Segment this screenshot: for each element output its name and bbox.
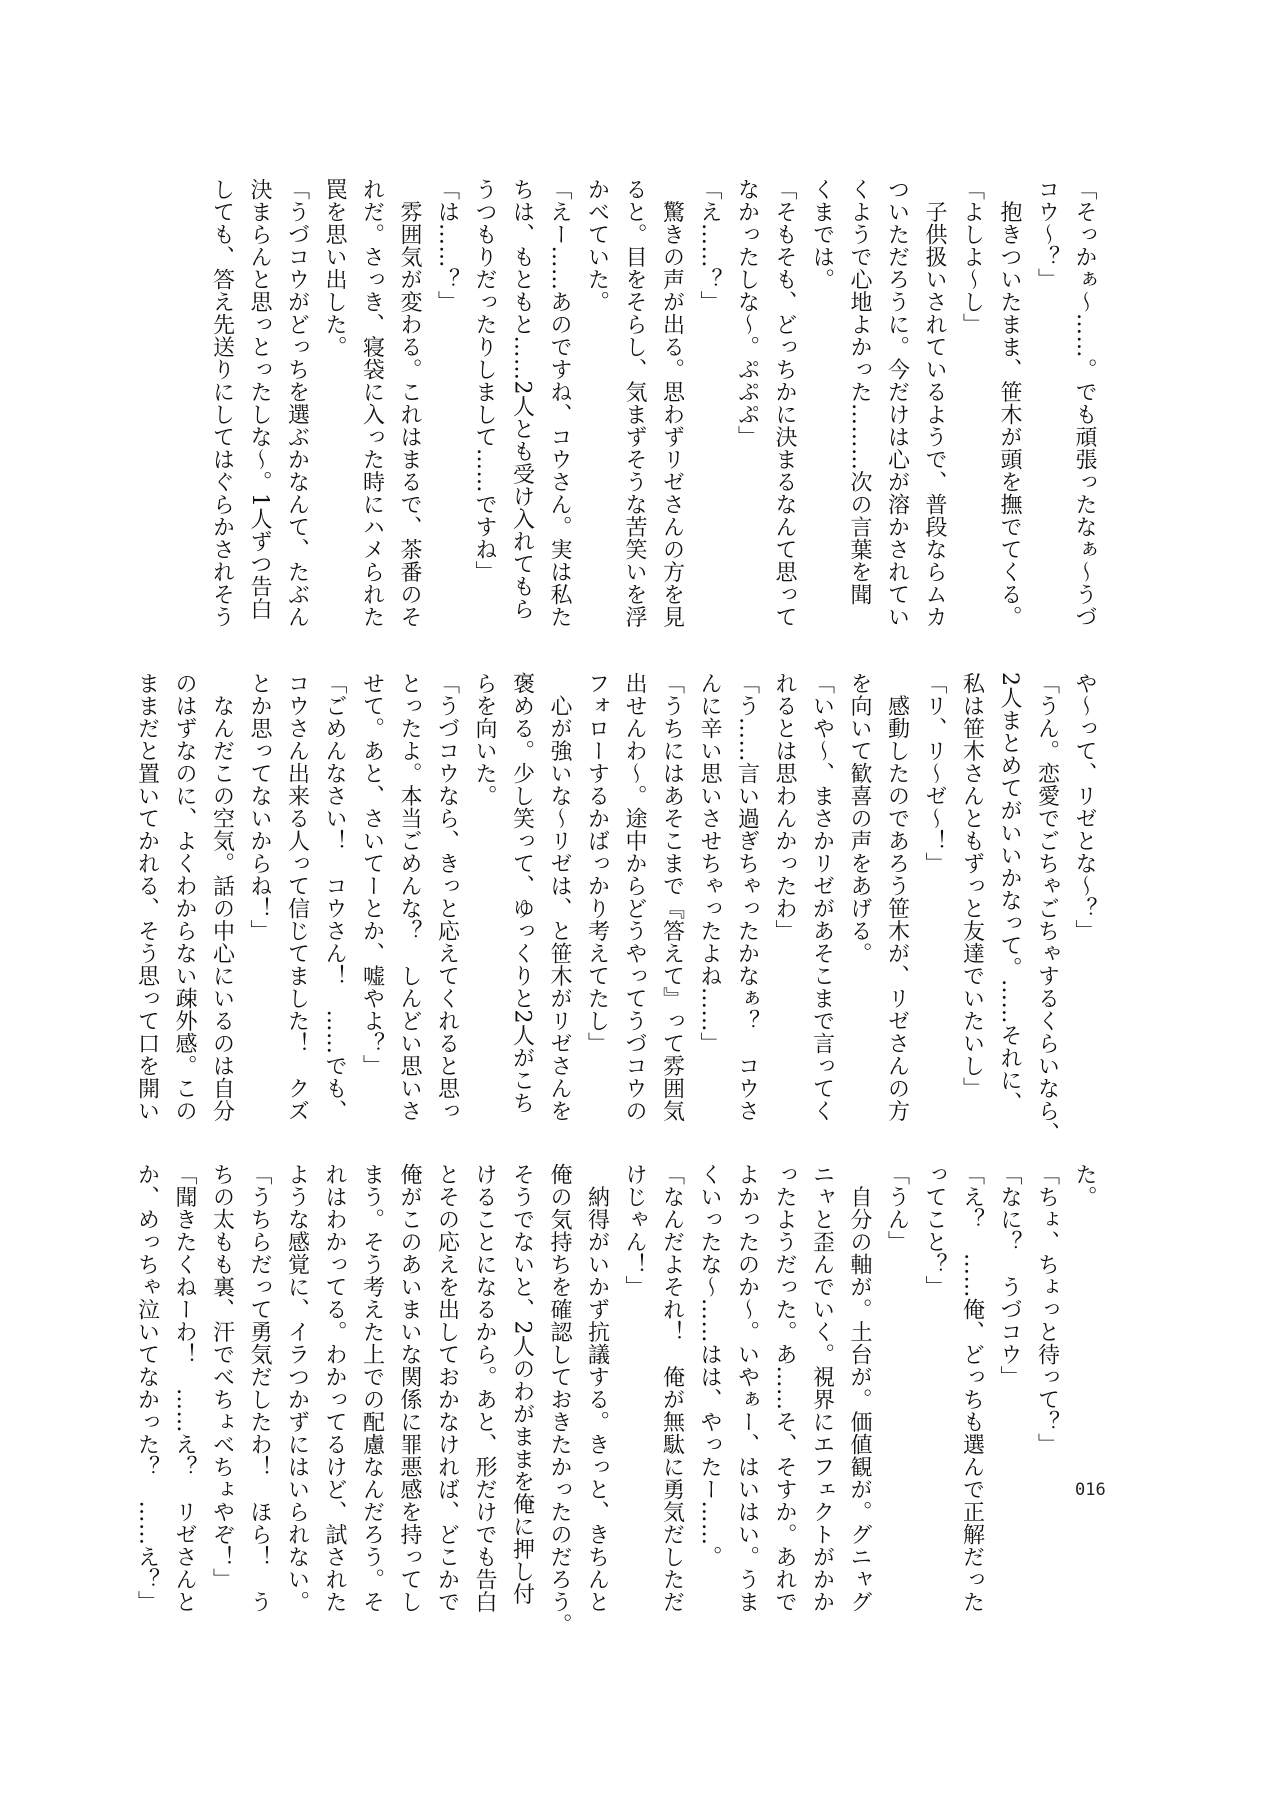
text-line: ニャと歪んでいく。視界にエフェクトがかか [809,1163,835,1613]
text-line: 「そもそも、どっちかに決まるなんて思って [772,178,797,628]
text-line: や〜って、リゼとな〜？」 [1072,672,1097,942]
page-number: 016 [1075,1480,1106,1500]
text-line: うつもりだったりしまして……ですね」 [472,178,497,583]
text-line: 「ごめんなさい！ コウさん！ ……でも、 [322,672,347,1122]
text-line: 「えー……あのですね、コウさん。実は私た [547,178,572,628]
text-line: 心が強いな〜リゼは、と笹木がリゼさんを [547,672,572,1122]
text-line: た。 [1072,1163,1097,1208]
text-line: 「そっかぁ〜……。でも頑張ったなぁ〜うづ [1072,178,1097,628]
text-line: 「うちらだって勇気だしたわ！ ほら！ う [247,1163,272,1613]
text-line: とったよ。本当ごめんな？ しんどい思いさ [397,672,422,1122]
text-line: ついただろうに。今だけは心が溶かされてい [884,178,910,628]
text-line: 2人まとめてがいいかなって。……それに、 [997,672,1022,1114]
text-line: けることになるから。あと、形だけでも告白 [472,1163,497,1613]
text-line: 「リ、リ〜ゼ〜！」 [922,672,947,875]
text-line: か、めっちゃ泣いてなかった？ ……え？」 [134,1163,160,1613]
text-line: らを向いた。 [472,672,497,807]
text-line: 「うづコウがどっちを選ぶかなんて、たぶん [284,178,310,628]
text-line: なかったしな〜。ぷぷぷ」 [734,178,760,448]
text-line: 驚きの声が出る。思わずリゼさんの方を見 [659,178,685,628]
text-line: 納得がいかず抗議する。きっと、きちんと [584,1163,610,1613]
text-line: 褒める。少し笑って、ゆっくりと2人がこち [509,672,535,1114]
text-line: くまでは。 [809,178,835,291]
text-line: そうでないと、2人のわがままを俺に押し付 [509,1163,535,1605]
text-line: とその応えを出しておかなければ、どこかで [434,1163,460,1613]
text-line: 「なに？ うづコウ」 [997,1163,1022,1388]
text-line: ってこと？」 [922,1163,947,1298]
text-line: ったようだった。あ……そ、そすか。あれで [772,1163,797,1613]
text-line: 「いや〜、まさかリゼがあそこまで言ってく [809,672,835,1122]
text-line: のはずなのに、よくわからない疎外感。この [172,672,197,1122]
text-line: かべていた。 [584,178,610,313]
text-line: 「は……？」 [434,178,460,313]
text-line: せて。あと、さいてーとか、嘘やよ？」 [359,672,385,1077]
text-line: コウさん出来る人って信じてました！ クズ [284,672,310,1122]
text-line: まう。そう考えた上での配慮なんだろう。そ [359,1163,385,1613]
text-line: 「え？ ……俺、どっちも選んで正解だった [959,1163,985,1613]
text-tier-middle [134,672,1103,1145]
text-line: 決まらんと思っとったしな〜。1人ずつ告白 [247,178,272,620]
text-line: ると。目をそらし、気まずそうな苦笑いを浮 [622,178,647,628]
text-line: くいったな〜……はは、やったー……。 [697,1163,722,1568]
text-line: 私は笹木さんともずっと友達でいたいし」 [959,672,985,1100]
text-line: 「ちょ、ちょっと待って？」 [1034,1163,1060,1456]
text-line: 「うちにはあそこまで『答えて』って雰囲気 [659,672,685,1122]
text-line: 感動したのであろう笹木が、リゼさんの方 [884,672,910,1122]
text-line: 雰囲気が変わる。これはまるで、茶番のそ [397,178,422,628]
text-line: 罠を思い出した。 [322,178,347,358]
text-line: しても、答え先送りにしてはぐらかされそう [209,178,235,628]
text-line: 抱きついたまま、笹木が頭を撫でてくる。 [997,178,1022,628]
text-line: けじゃん！」 [622,1163,647,1298]
text-line: 「うん。恋愛でごちゃごちゃするくらいなら、 [1034,672,1060,1145]
text-line: 「聞きたくねーわ！ ……え？ リゼさんと [172,1163,197,1613]
text-line: を向いて歓喜の声をあげる。 [847,672,872,965]
text-line: ちの太もも裏、汗でべちょべちょやぞ！」 [209,1163,235,1591]
text-line: 出せんわ〜。途中からどうやってうづコウの [622,672,647,1122]
text-line: とか思ってないからね！」 [247,672,272,942]
text-tier-bottom [134,1163,1103,1636]
text-tier-top [148,178,1103,638]
text-line: 「よしよ〜し」 [959,178,985,336]
text-line: んに辛い思いさせちゃったよね……」 [697,672,722,1055]
text-line: 子供扱いされているようで、普段ならムカ [922,178,947,628]
text-line: 「うづコウなら、きっと応えてくれると思っ [434,672,460,1122]
text-line: 自分の軸が。土台が。価値観が。グニャグ [847,1163,872,1613]
text-line: くようで心地よかった………次の言葉を聞 [847,178,872,606]
text-line: 俺の気持ちを確認しておきたかったのだろう。 [547,1163,572,1636]
text-line: なんだこの空気。話の中心にいるのは自分 [209,672,235,1122]
text-line: れはわかってる。わかってるけど、試された [322,1163,347,1613]
text-line: れるとは思わんかったわ」 [772,672,797,942]
text-line: 「なんだよそれ！ 俺が無駄に勇気だしただ [659,1163,685,1613]
text-line: ままだと置いてかれる、そう思って口を開い [134,672,160,1122]
text-line: コウ〜？」 [1034,178,1060,291]
text-line: 「うん」 [884,1163,910,1253]
text-line: よかったのか〜。いやぁー、はいはい。うま [734,1163,760,1613]
text-line: ような感覚に、イラつかずにはいられない。 [284,1163,310,1613]
text-line: フォローするかばっかり考えてたし」 [584,672,610,1055]
text-line: 「う……言い過ぎちゃったかなぁ？ コウさ [734,672,760,1122]
text-line: れだ。さっき、寝袋に入った時にハメられた [359,178,385,628]
text-line: ちは、もともと……2人とも受け入れてもら [509,178,535,620]
text-line: 「え……？」 [697,178,722,313]
text-line: 俺がこのあいまいな関係に罪悪感を持ってし [397,1163,422,1613]
